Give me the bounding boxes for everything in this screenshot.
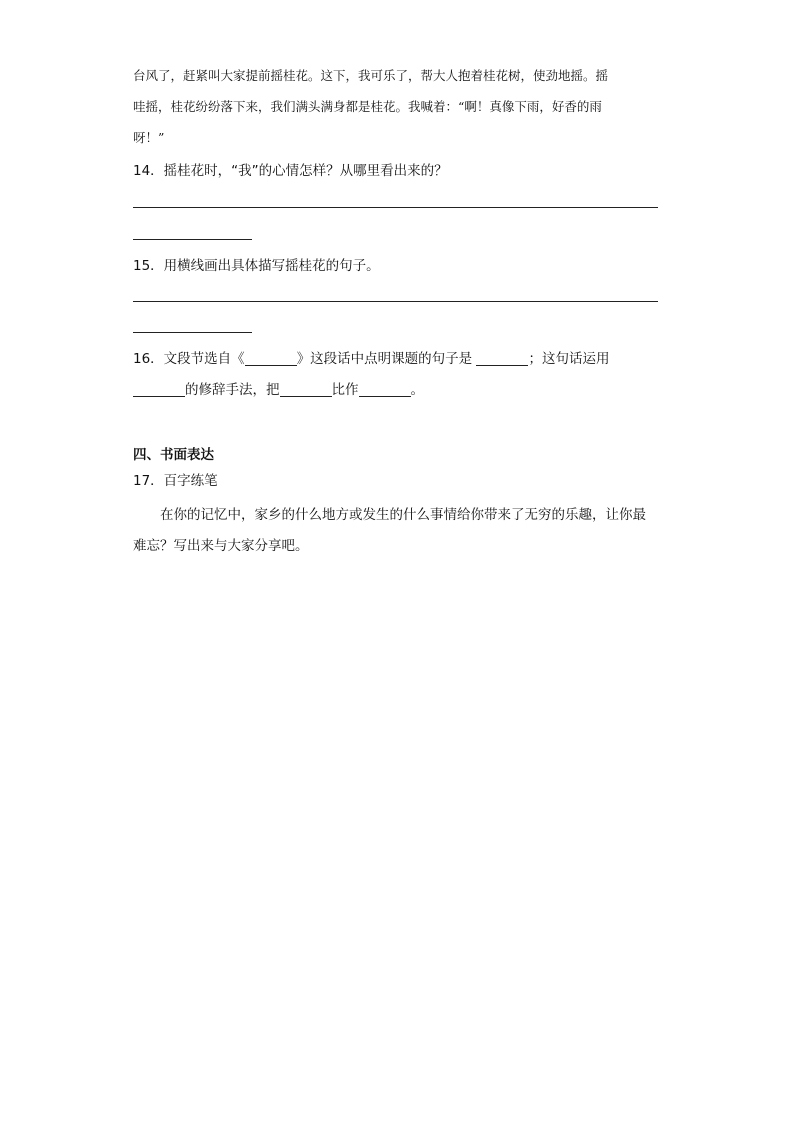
q16-text-2: 》这段话中点明课题的句子是 xyxy=(296,351,473,367)
blank-title-sentence[interactable] xyxy=(476,350,528,366)
answer-line-14-a[interactable] xyxy=(133,207,658,208)
question-15: 15．用横线画出具体描写摇桂花的句子。 xyxy=(133,258,380,274)
q16-text-5: 比作 xyxy=(331,382,359,398)
section-4-heading: 四、书面表达 xyxy=(133,447,214,463)
answer-line-15-a[interactable] xyxy=(133,301,658,302)
blank-compared-to[interactable] xyxy=(359,381,411,397)
answer-line-15-b[interactable] xyxy=(133,332,252,333)
passage-line-2: 哇摇，桂花纷纷落下来，我们满头满身都是桂花。我喊着：“啊！真像下雨，好香的雨 xyxy=(133,99,602,114)
question-16-line-2 xyxy=(133,381,424,399)
q16-text-4: 的修辞手法，把 xyxy=(185,382,280,398)
q16-text-1: 16．文段节选自《 xyxy=(133,351,245,367)
question-14: 14．摇桂花时，“我”的心情怎样？从哪里看出来的？ xyxy=(133,163,448,179)
q17-prompt-line-2: 难忘？写出来与大家分享吧。 xyxy=(133,538,309,554)
blank-source-title[interactable] xyxy=(245,350,297,366)
blank-rhetoric[interactable] xyxy=(133,381,185,397)
q16-text-3: ；这句话运用 xyxy=(528,351,610,367)
passage-line-1: 台风了，赶紧叫大家提前摇桂花。这下，我可乐了，帮大人抱着桂花树，使劲地摇。摇 xyxy=(133,68,609,83)
question-16-line-1 xyxy=(133,350,609,368)
passage-line-3: 呀！” xyxy=(133,130,165,145)
q16-text-6: 。 xyxy=(410,382,424,398)
blank-compared-object[interactable] xyxy=(280,381,332,397)
answer-line-14-b[interactable] xyxy=(133,239,252,240)
question-17: 17．百字练笔 xyxy=(133,473,218,489)
q17-prompt-line-1: 在你的记忆中，家乡的什么地方或发生的什么事情给你带来了无穷的乐趣，让你最 xyxy=(160,507,646,523)
